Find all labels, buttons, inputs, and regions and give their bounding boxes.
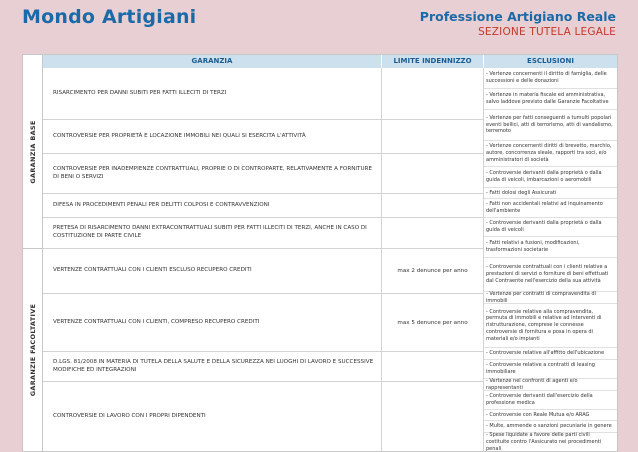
esclusione-item: - Vertenze in materia fiscale ed amministrativa, salvo laddove previsto dalle Garanzie Facoltative — [484, 89, 617, 110]
esclusione-item: - Controversie derivanti dalla proprietà o dalla guida di veicoli, imbarcazioni o aeromobili — [484, 167, 617, 188]
limite-cell — [381, 194, 483, 218]
section-label-facoltative: GARANZIE FACOLTATIVE — [23, 249, 43, 451]
esclusione-item: - Vertenze nei confronti di agenti e/o rappresentanti — [484, 379, 617, 391]
esclusione-item: - Vertenze per fatti conseguenti a tumulti popolari eventi bellici, atti di terrorismo, atti di vandalismo, terremoto — [484, 110, 617, 141]
garanzia-cell: VERTENZE CONTRATTUALI CON I CLIENTI ESCLUSO RECUPERO CREDITI — [43, 249, 381, 294]
esclusione-item: - Fatti dolosi degli Assicurati — [484, 188, 617, 199]
esclusione-item: - Controversie relative a contratti di leasing immobiliare — [484, 360, 617, 379]
column-header-limite: LIMITE INDENNIZZO — [381, 55, 483, 68]
column-header-esclusioni: ESCLUSIONI — [483, 55, 617, 68]
garanzia-cell: D.LGS. 81/2008 IN MATERIA DI TUTELA DELLA SALUTE E DELLA SICUREZZA NEI LUOGHI DI LAVORO E SUCCESSIVE MODIFICHE ED INTEGRAZIONI — [43, 352, 381, 382]
esclusione-item: - Vertenze concernenti il diritto di famiglia, delle successioni e delle donazioni — [484, 68, 617, 89]
esclusione-item: - Controversie relative alla compravendita, permuta di immobili e relative ad interventi di ristrutturazione, comprese le connesse controversie di fornitura e posa in opera di materiali e/o impianti — [484, 304, 617, 348]
limite-cell — [381, 218, 483, 249]
brand-title: Mondo Artigiani — [22, 6, 197, 28]
esclusione-item: - Spese liquidate a favore delle parti civili costituite contro l'Assicurato nei procedimenti penali — [486, 432, 602, 452]
page-title: Professione Artigiano Reale — [419, 9, 616, 24]
column-header-garanzia: GARANZIA — [191, 57, 233, 65]
section-label-base: GARANZIA BASE — [23, 55, 43, 249]
garanzia-cell: VERTENZE CONTRATTUALI CON I CLIENTI, COMPRESO RECUPERO CREDITI — [43, 294, 381, 352]
esclusioni-column — [483, 68, 617, 451]
esclusione-item: - Controversie contrattuali con i clienti relative a prestazioni di servizi o forniture di beni effettuati dal Contraente nell'esercizio della sua attività — [484, 258, 617, 292]
section-subtitle: SEZIONE TUTELA LEGALE — [478, 26, 616, 38]
garanzia-cell: CONTROVERSIE DI LAVORO CON I PROPRI DIPENDENTI — [53, 413, 206, 420]
esclusione-item: - Controversie derivanti dalla proprietà o dalla guida di veicoli — [484, 218, 617, 237]
header-right — [420, 9, 616, 38]
limite-cell — [381, 68, 483, 120]
limite-cell — [381, 382, 483, 452]
garanzia-cell: RISARCIMENTO PER DANNI SUBITI PER FATTI ILLECITI DI TERZI — [43, 68, 381, 120]
esclusione-item: - Multe, ammende o sanzioni pecuniarie in genere — [484, 421, 617, 433]
limite-cell — [381, 352, 483, 382]
esclusione-item: - Controversie con Reale Mutua e/o ARAG — [484, 410, 617, 421]
garanzia-cell: CONTROVERSIE PER INADEMPIENZE CONTRATTUALI, PROPRIE O DI CONTROPARTE, RELATIVAMENTE A FORNITURE DI BENI O SERVIZI — [43, 154, 381, 194]
limite-cell: max 5 denunce per anno — [381, 294, 483, 352]
limite-cell — [381, 154, 483, 194]
limite-cell — [381, 120, 483, 154]
garanzia-cell: CONTROVERSIE PER PROPRIETÀ E LOCAZIONE IMMOBILI NEI QUALI SI ESERCITA L'ATTIVITÀ — [43, 120, 381, 154]
esclusione-item: - Fatti non accidentali relativi ad inquinamento dell'ambiente — [484, 199, 617, 218]
esclusione-item: - Controversie derivanti dall'esercizio della professione medica — [484, 391, 617, 410]
table-header — [43, 55, 617, 68]
coverage-table — [22, 54, 618, 452]
limite-cell: max 2 denunce per anno — [381, 249, 483, 294]
esclusione-item: - Vertenze concernenti diritti di brevetto, marchio, autore, concorrenza sleale, rapporti tra soci, e/o amministratori di società — [484, 141, 617, 167]
garanzia-cell: DIFESA IN PROCEDIMENTI PENALI PER DELITTI COLPOSI E CONTRAVVENZIONI — [43, 194, 381, 218]
esclusione-item: - Controversie relative all'affitto dell'ubicazione — [484, 348, 617, 360]
garanzia-cell: PRETESA DI RISARCIMENTO DANNI EXTRACONTRATTUALI SUBITI PER FATTI ILLECITI DI TERZI, ANCHE IN CASO DI COSTITUZIONE DI PARTE CIVILE — [43, 218, 381, 249]
esclusione-item: - Fatti relativi a fusioni, modificazioni, trasformazioni societarie — [484, 237, 617, 258]
esclusione-item: - Vertenze per contratti di compravendita di immobili — [484, 292, 617, 304]
